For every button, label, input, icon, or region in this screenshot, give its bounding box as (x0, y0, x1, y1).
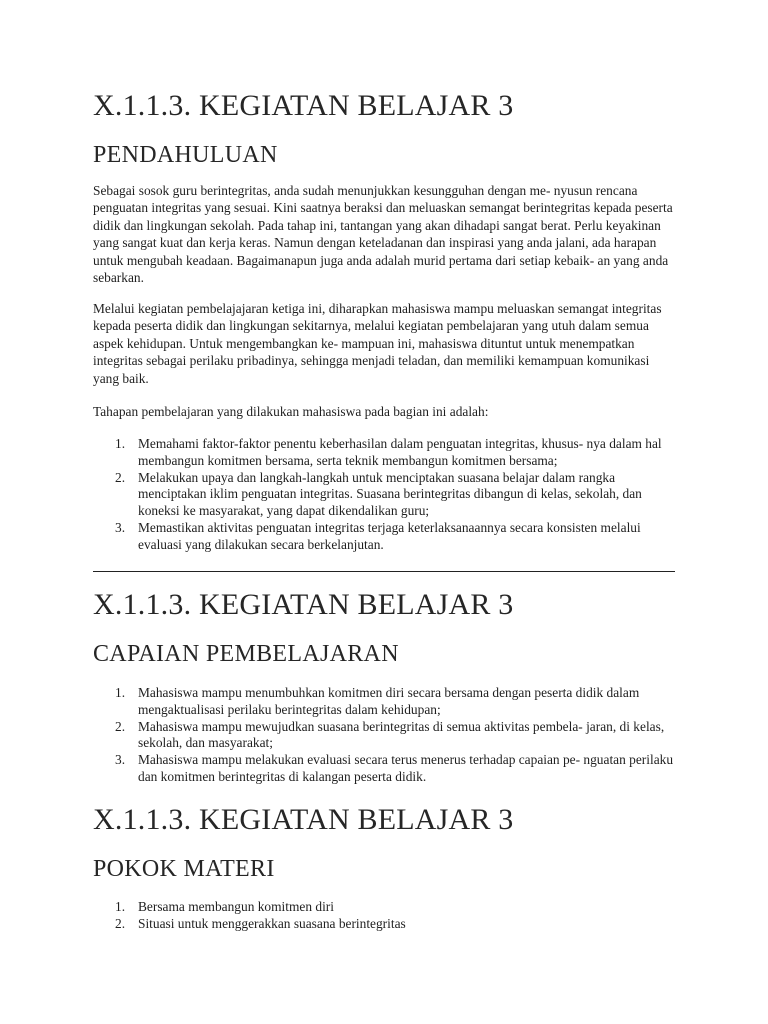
list-item-text: Bersama membangun komitmen diri (138, 899, 334, 914)
section1-subheading: PENDAHULUAN (93, 142, 278, 168)
list-item-text: Mahasiswa mampu mewujudkan suasana berintegritas di semua aktivitas pembela- jaran, di kelas, sekolah, dan masyarakat; (138, 718, 665, 751)
section2-list (93, 685, 675, 786)
list-item-number: 2. (115, 469, 126, 485)
list-item-text: Melakukan upaya dan langkah-langkah untuk menciptakan suasana belajar dalam rangka menciptakan iklim penguatan integritas. Suasana berintegritas dibangun di kelas, sekolah, dan koneksi ke masyarakat, yang dapat dikendalikan guru; (138, 469, 642, 519)
list-item-number: 1. (115, 899, 126, 914)
list-item-number: 3. (115, 519, 126, 535)
list-item-number: 1. (115, 436, 126, 451)
list-item-text: Situasi untuk menggerakkan suasana berintegritas (138, 915, 406, 931)
section1-paragraph3: Tahapan pembelajaran yang dilakukan mahasiswa pada bagian ini adalah: (93, 404, 489, 419)
section3-subheading: POKOK MATERI (93, 856, 275, 882)
list-item (93, 752, 675, 786)
section1-heading: X.1.1.3. KEGIATAN BELAJAR 3 (93, 89, 514, 122)
list-item (93, 436, 675, 470)
section1-paragraph2: Melalui kegiatan pembelajajaran ketiga ini, diharapkan mahasiswa mampu meluaskan semangat integritas kepada peserta didik dan lingkungan sekitarnya, melalui kegiatan pembelajaran yang utuh dalam semua aspek kehidupan. Untuk mengembangkan ke- mampuan ini, mahasiswa dituntut untuk menempatkan integritas sebagai perilaku pribadinya, sehingga menjadi teladan, dan memiliki kemampuan komunikasi yang baik. (93, 301, 662, 386)
list-item (93, 685, 675, 719)
section3-list (93, 899, 675, 933)
section2-subheading: CAPAIAN PEMBELAJARAN (93, 641, 399, 667)
section1-paragraph1: Sebagai sosok guru berintegritas, anda sudah menunjukkan kesungguhan dengan me- nyusun rencana penguatan integritas yang sesuai. Kini saatnya beraksi dan meluaskan semangat berintegritas kepada peserta didik dan lingkungan sekolah. Pada tahap ini, tantangan yang akan dihadapi sangat berat. Perlu keyakinan yang sangat kuat dan kerja keras. Namun dengan keteladanan dan inspirasi yang anda jalani, ada harapan untuk mengubah keadaan. Bagaimanapun juga anda adalah murid pertama dari setiap kebaik- an yang anda sebarkan. (93, 183, 673, 286)
section1-list (93, 436, 675, 554)
list-item (93, 719, 675, 753)
list-item-text: Memahami faktor-faktor penentu keberhasilan dalam penguatan integritas, khusus- nya dalam hal membangun komitmen bersama, serta teknik membangun komitmen bersama; (138, 436, 662, 468)
list-item-number: 3. (115, 752, 126, 768)
section3-heading: X.1.1.3. KEGIATAN BELAJAR 3 (93, 803, 514, 836)
list-item (93, 916, 675, 933)
list-item (93, 520, 675, 554)
list-item-text: Mahasiswa mampu melakukan evaluasi secara terus menerus terhadap capaian pe- nguatan perilaku dan komitmen berintegritas di kalangan peserta didik. (138, 752, 674, 784)
list-item-number: 2. (115, 718, 126, 734)
section-divider (93, 571, 675, 572)
list-item (93, 470, 675, 520)
section2-heading: X.1.1.3. KEGIATAN BELAJAR 3 (93, 588, 514, 621)
list-item-number: 1. (115, 685, 126, 700)
list-item (93, 899, 675, 916)
list-item-number: 2. (115, 915, 126, 931)
list-item-text: Memastikan aktivitas penguatan integritas terjaga keterlaksanaannya secara konsisten melalui evaluasi yang dilakukan secara berkelanjutan. (138, 519, 641, 552)
list-item-text: Mahasiswa mampu menumbuhkan komitmen diri secara bersama dengan peserta didik dalam mengaktualisasi perilaku berintegritas dalam kehidupan; (138, 685, 640, 717)
